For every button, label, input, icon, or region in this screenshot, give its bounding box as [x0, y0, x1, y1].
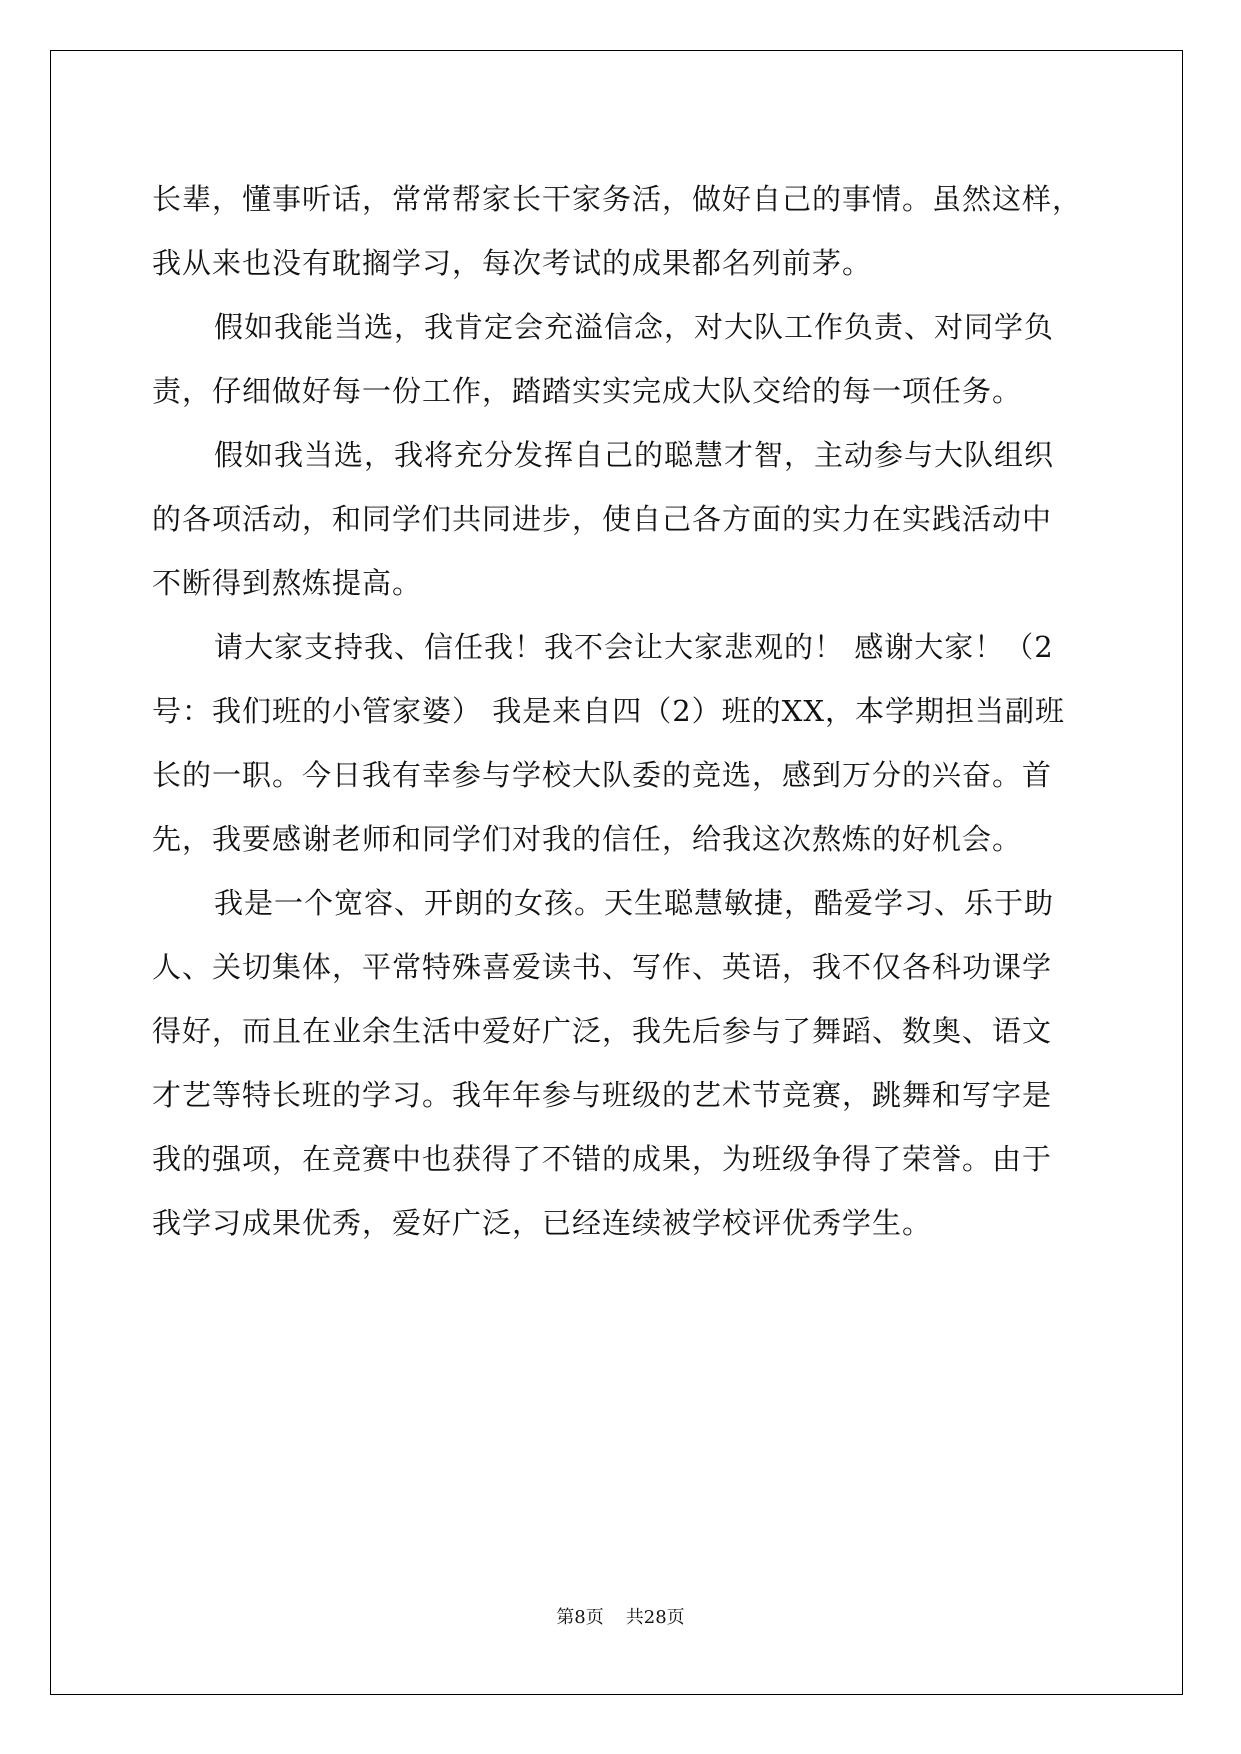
text-line: 长的一职。今日我有幸参与学校大队委的竞选，感到万分的兴奋。首 — [152, 758, 1053, 792]
text-line: 我学习成果优秀，爱好广泛，已经连续被学校评优秀学生。 — [152, 1206, 933, 1240]
page-footer — [0, 1603, 1241, 1629]
document-body — [152, 167, 1092, 1255]
text-line: 假如我当选，我将充分发挥自己的聪慧才智，主动参与大队组织 — [214, 438, 1055, 472]
text-line: 才艺等特长班的学习。我年年参与班级的艺术节竞赛，跳舞和写字是 — [152, 1078, 1053, 1112]
text-line: 先，我要感谢老师和同学们对我的信任，给我这次熬炼的好机会。 — [152, 822, 1023, 856]
page-number: 第8页 — [556, 1607, 604, 1628]
text-line: 我从来也没有耽搁学习，每次考试的成果都名列前茅。 — [152, 246, 873, 280]
text-line: 长辈，懂事听话，常常帮家长干家务活，做好自己的事情。虽然这样， — [152, 182, 1083, 216]
page-total: 共28页 — [625, 1607, 685, 1628]
text-line: 的各项活动，和同学们共同进步，使自己各方面的实力在实践活动中 — [152, 502, 1053, 536]
text-line: 假如我能当选，我肯定会充溢信念，对大队工作负责、对同学负 — [214, 310, 1055, 344]
text-line: 责，仔细做好每一份工作，踏踏实实完成大队交给的每一项任务。 — [152, 374, 1023, 408]
text-line: 不断得到熬炼提高。 — [152, 566, 423, 600]
text-line: 得好，而且在业余生活中爱好广泛，我先后参与了舞蹈、数奥、语文 — [152, 1014, 1053, 1048]
text-line: 请大家支持我、信任我！我不会让大家悲观的！ 感谢大家！（2 — [214, 630, 1054, 664]
text-line: 人、关切集体，平常特殊喜爱读书、写作、英语，我不仅各科功课学 — [152, 950, 1053, 984]
text-line: 我是一个宽容、开朗的女孩。天生聪慧敏捷，酷爱学习、乐于助 — [214, 886, 1055, 920]
text-line: 号：我们班的小管家婆） 我是来自四（2）班的XX，本学期担当副班 — [152, 694, 1065, 728]
text-line: 我的强项，在竞赛中也获得了不错的成果，为班级争得了荣誉。由于 — [152, 1142, 1053, 1176]
